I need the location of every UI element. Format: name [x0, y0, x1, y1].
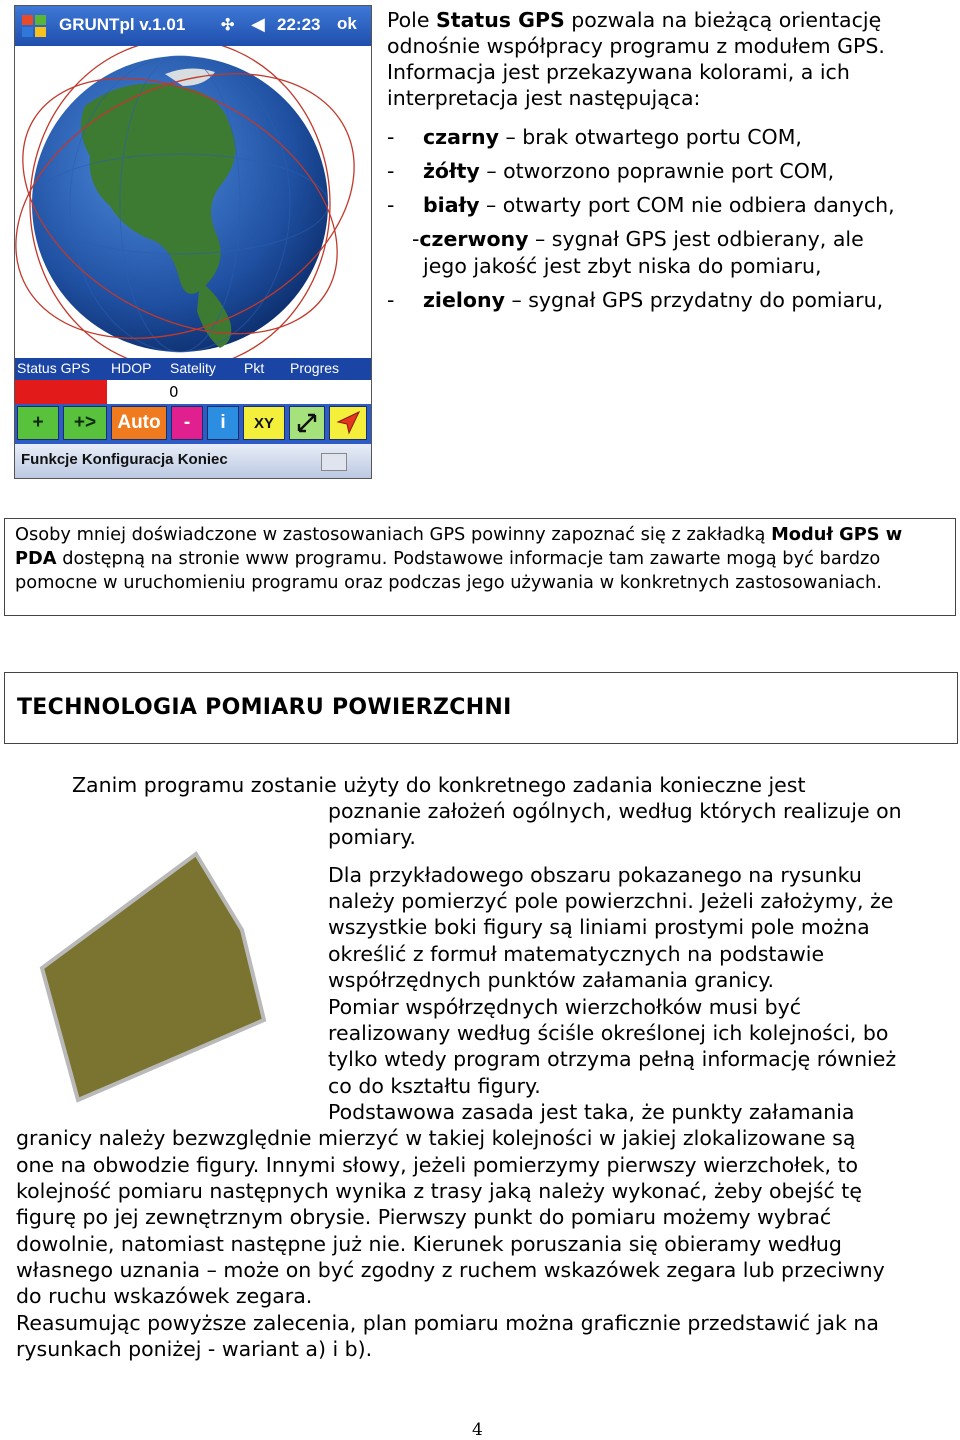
body-line: Podstawowa zasada jest taka, że punkty załamania: [328, 1100, 855, 1124]
pda-toolbar: [15, 404, 371, 444]
body-line: należy pomierzyć pole powierzchni. Jeżeli założymy, że: [328, 889, 894, 913]
pda-app-title: GRUNTpl v.1.01: [59, 15, 186, 34]
body-line: współrzędnych punktów załamania granicy.: [328, 968, 774, 992]
legend-item-red: [412, 226, 952, 278]
body-line: co do kształtu figury.: [328, 1074, 541, 1098]
pda-ok-button[interactable]: ok: [337, 14, 357, 33]
legend-dash: -: [412, 227, 420, 251]
legend-desc: – sygnał GPS jest odbierany, ale: [528, 227, 864, 251]
legend-term: czerwony: [419, 227, 529, 251]
body-line: dowolnie, natomiast następne już nie. Kierunek poruszania się obieramy według: [16, 1232, 842, 1256]
legend-desc: – otworzono poprawnie port COM,: [479, 159, 835, 183]
body-line: kolejność pomiaru następnych wynika z trasy jaką należy wykonać, żeby obejść tę: [16, 1179, 862, 1203]
globe-image: [15, 46, 371, 358]
pda-title-bar: [15, 6, 371, 46]
legend-desc: – brak otwartego portu COM,: [498, 125, 802, 149]
pda-status-header: [15, 358, 371, 380]
body-line: do ruchu wskazówek zegara.: [16, 1284, 313, 1308]
body-line: one na obwodzie figury. Innymi słowy, jeżeli pomierzymy pierwszy wierzchołek, to: [16, 1153, 859, 1177]
keyboard-icon[interactable]: [321, 453, 347, 471]
legend-term: biały: [423, 193, 480, 217]
legend-term: czarny: [423, 125, 499, 149]
add-point-button[interactable]: +: [17, 406, 59, 440]
legend-desc: – sygnał GPS przydatny do pomiaru,: [504, 288, 884, 312]
col-pkt: Pkt: [244, 360, 265, 376]
body-line: Pomiar współrzędnych wierzchołków musi być: [328, 995, 802, 1019]
section-heading: TECHNOLOGIA POMIARU POWIERZCHNI: [17, 695, 512, 720]
body-line: figurę po jej zewnętrznym obrysie. Pierwszy punkt do pomiaru możemy wybrać: [16, 1205, 832, 1229]
col-status-gps: Status GPS: [17, 360, 91, 376]
info-button[interactable]: i: [207, 406, 239, 440]
body-line: Zanim programu zostanie użyty do konkretnego zadania konieczne jest: [72, 773, 806, 797]
expand-arrow-button[interactable]: [289, 406, 325, 440]
diagonal-arrows-icon: [295, 411, 319, 435]
navigate-button[interactable]: [329, 406, 367, 440]
body-line: tylko wtedy program otrzyma pełną informację również: [328, 1047, 897, 1071]
remove-point-button[interactable]: -: [171, 406, 203, 440]
xy-button[interactable]: XY: [243, 406, 285, 440]
legend-term: zielony: [423, 288, 505, 312]
body-line: rysunkach poniżej - wariant a) i b).: [16, 1337, 373, 1361]
section-heading-box: [4, 672, 958, 744]
add-next-button[interactable]: +>: [63, 406, 107, 440]
body-line: granicy należy bezwzględnie mierzyć w takiej kolejności w jakiej zlokalizowane są: [16, 1126, 856, 1150]
body-line: Dla przykładowego obszaru pokazanego na rysunku: [328, 863, 862, 887]
legend-dash: -: [387, 159, 395, 183]
body-line: wszystkie boki figury są liniami prostymi pole można: [328, 915, 870, 939]
legend-dash: -: [387, 288, 395, 312]
speaker-icon: ◀: [251, 14, 265, 34]
info-text-a: Osoby mniej doświadczone w zastosowaniach GPS powinny zapoznać się z zakładką: [15, 524, 772, 545]
navigation-arrow-icon: [335, 410, 361, 436]
intro-text-a: Pole: [387, 8, 436, 32]
body-line: poznanie założeń ogólnych, według których realizuje on: [328, 799, 902, 823]
legend-term: żółty: [423, 159, 480, 183]
pda-menu-items[interactable]: Funkcje Konfiguracja Koniec: [21, 451, 228, 468]
legend-dash: -: [387, 125, 395, 149]
col-hdop: HDOP: [111, 360, 152, 376]
col-satelity: Satelity: [170, 360, 216, 376]
auto-button[interactable]: Auto: [111, 406, 167, 440]
windows-logo-icon: [21, 13, 47, 39]
pda-screenshot: [14, 5, 372, 479]
body-line: pomiary.: [328, 825, 416, 849]
satellites-value: 0: [169, 383, 179, 401]
body-line: własnego uznania – może on być zgodny z ruchem wskazówek zegara lub przeciwny: [16, 1258, 885, 1282]
pda-clock: 22:23: [277, 15, 321, 34]
pda-menu-bar: [15, 444, 371, 478]
body-line: realizowany według ściśle określonej ich kolejności, bo: [328, 1021, 889, 1045]
status-gps-intro: [387, 7, 947, 111]
gps-status-indicator: [15, 380, 107, 404]
area-polygon-figure: [36, 848, 276, 1104]
legend-dash: -: [387, 193, 395, 217]
body-line: określić z formuł matematycznych na podstawie: [328, 942, 825, 966]
gps-info-box: [4, 518, 956, 616]
info-bold-link: Moduł GPS w PDA: [15, 524, 903, 569]
legend-desc-cont: jego jakość jest zbyt niska do pomiaru,: [423, 254, 822, 278]
connectivity-icon: ✣: [221, 17, 235, 34]
intro-bold-term: Status GPS: [436, 8, 565, 32]
col-progres: Progres: [290, 360, 340, 376]
intro-text-b: pozwala na bieżącą orientację odnośnie współpracy programu z modułem GPS. Informacja jest przekazywana kolorami, a ich interpretacja jest następująca:: [387, 8, 885, 110]
info-text-b: dostępną na stronie www programu. Podstawowe informacje tam zawarte mogą być bardzo pomocne w uruchomieniu programu oraz podczas jego używania w konkretnych zastosowaniach.: [15, 548, 882, 593]
body-line: Reasumując powyższe zalecenia, plan pomiaru można graficznie przedstawić jak na: [16, 1311, 879, 1335]
page-number: 4: [472, 1420, 483, 1440]
legend-desc: – otwarty port COM nie odbiera danych,: [479, 193, 895, 217]
area-polygon: [42, 854, 264, 1100]
